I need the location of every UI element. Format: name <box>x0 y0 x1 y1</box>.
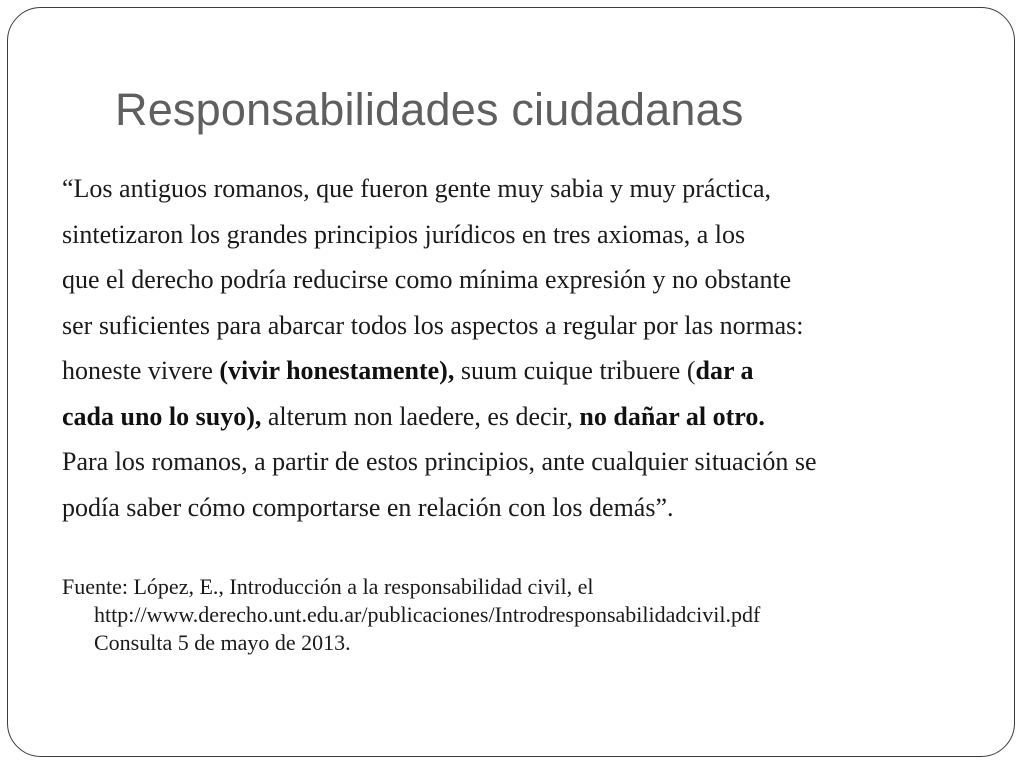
quote-text: honeste vivere <box>62 356 220 385</box>
quote-line: Para los romanos, a partir de estos principios, ante cualquier situación se <box>62 447 817 476</box>
source-date: Consulta 5 de mayo de 2013. <box>94 630 351 655</box>
source-line: Fuente: López, E., Introducción a la responsabilidad civil, el <box>62 574 594 599</box>
quote-text: alterum non laedere, es decir, <box>261 401 580 431</box>
quote-line <box>62 394 992 440</box>
quote-line <box>62 348 992 394</box>
quote-line: “Los antiguos romanos, que fueron gente muy sabia y muy práctica, <box>62 174 772 203</box>
source-url: http://www.derecho.unt.edu.ar/publicaciones/Introdresponsabilidadcivil.pdf <box>94 602 761 627</box>
quote-paragraph <box>62 166 992 530</box>
quote-line: podía saber cómo comportarse en relación con los demás”. <box>62 492 674 522</box>
quote-line: que el derecho podría reducirse como mínima expresión y no obstante <box>62 265 792 294</box>
quote-emphasis: cada uno lo suyo), <box>62 401 262 431</box>
quote-emphasis: (vivir honestamente), <box>219 356 455 385</box>
slide-title: Responsabilidades ciudadanas <box>115 84 744 135</box>
quote-emphasis: dar a <box>695 356 754 385</box>
quote-line: sintetizaron los grandes principios jurídicos en tres axiomas, a los <box>62 219 746 249</box>
source-citation <box>62 573 760 657</box>
quote-emphasis: no dañar al otro. <box>579 401 765 431</box>
quote-text: suum cuique tribuere ( <box>454 356 696 385</box>
quote-line: ser suficientes para abarcar todos los aspectos a regular por las normas: <box>62 310 804 340</box>
